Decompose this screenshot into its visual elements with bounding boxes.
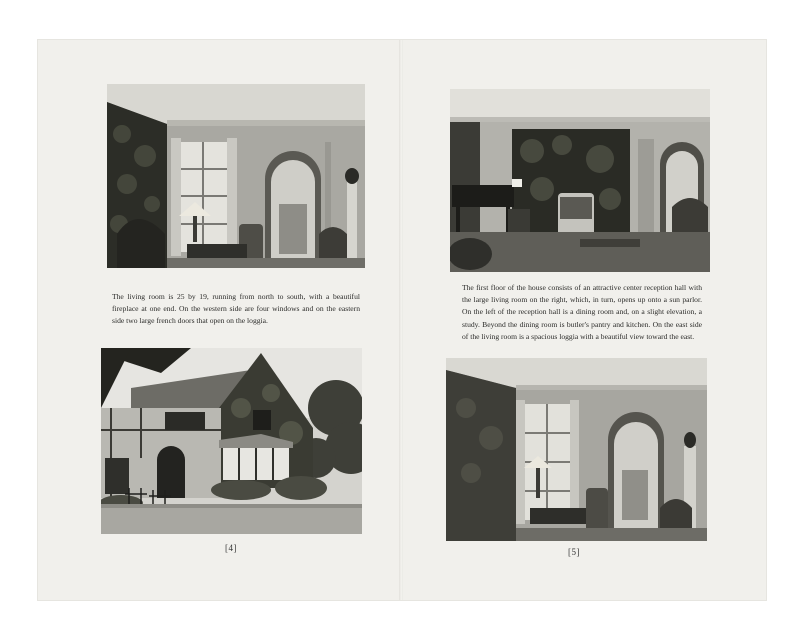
living-room-view-photo: [446, 358, 707, 541]
page-number-left: [4]: [225, 543, 237, 553]
living-room-caption: The living room is 25 by 19, running from north to south, with a beautiful fireplace at one end. On the western side are four windows and on the eastern side two large french doors that open on the loggia.: [112, 292, 360, 326]
living-room-photo: [107, 84, 365, 268]
reception-hall-photo: [450, 89, 710, 272]
house-exterior-photo: [101, 348, 362, 534]
book-gutter: [399, 40, 403, 600]
reception-hall-caption: The first floor of the house consists of an attractive center reception hall with the large living room on the right, which, in turn, opens up onto a sun parlor. On the left of the reception hall is a dining room and, on a slight elevation, a study. Beyond the dining room is butler's pantry and kitchen. On the east side of the living room is a spacious loggia with a beautiful view toward the east.: [462, 283, 702, 341]
page-number-right: [5]: [568, 547, 580, 557]
